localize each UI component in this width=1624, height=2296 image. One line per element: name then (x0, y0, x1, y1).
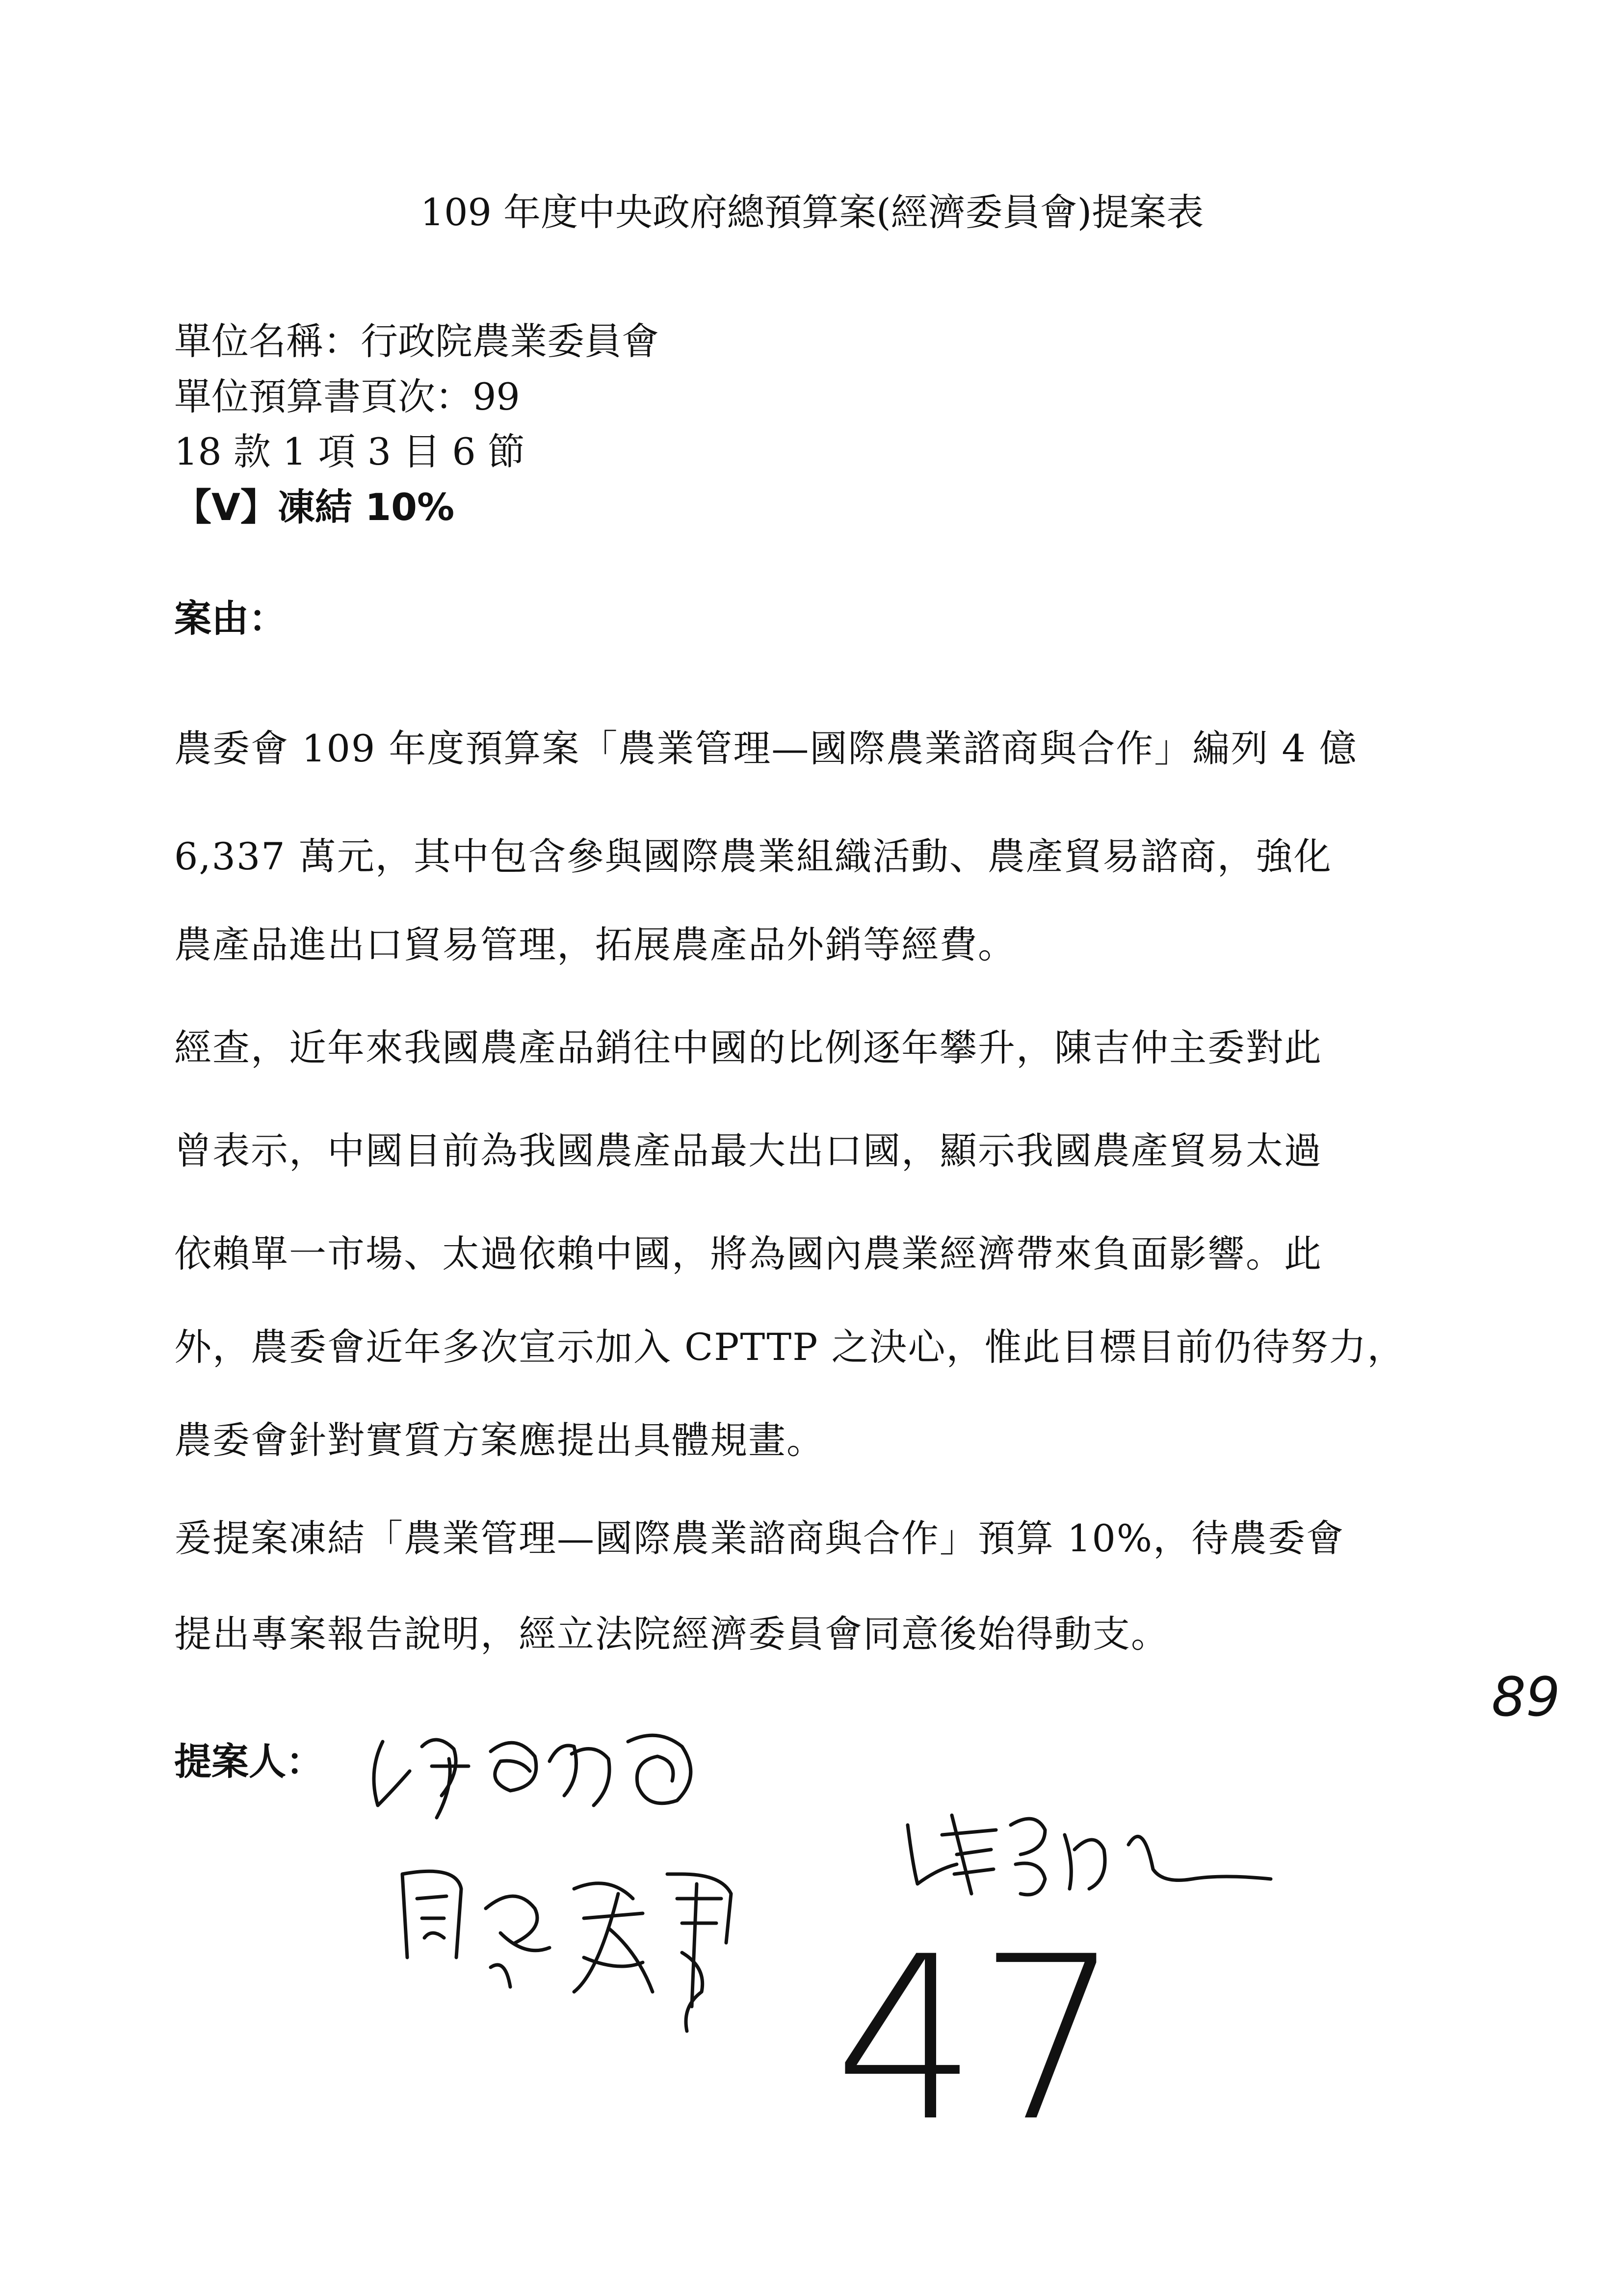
paragraph-line: 外，農委會近年多次宣示加入 CPTTP 之決心，惟此目標目前仍待努力， (174, 1325, 1406, 1369)
freeze-action: 【V】凍結 10% (174, 485, 455, 529)
signature-2 (388, 1845, 810, 2051)
proposer-label: 提案人： (174, 1740, 323, 1783)
budget-item: 18 款 1 項 3 目 6 節 (174, 430, 525, 473)
signature-3 (898, 1796, 1290, 1908)
paragraph-line: 依賴單一市場、太過依賴中國，將為國內農業經濟帶來負面影響。此 (174, 1232, 1322, 1276)
budget-page: 單位預算書頁次：99 (174, 375, 520, 418)
paragraph-line: 農委會針對實質方案應提出具體規畫。 (174, 1418, 825, 1462)
paragraph-line: 提出專案報告說明，經立法院經濟委員會同意後始得動支。 (174, 1612, 1169, 1656)
paragraph-line: 6,337 萬元，其中包含參與國際農業組織活動、農產貿易諮商，強化 (174, 835, 1332, 878)
handwritten-number: 47 (834, 1908, 1122, 2171)
page-number: 89 (1492, 1666, 1560, 1728)
paragraph-line: 爰提案凍結「農業管理—國際農業諮商與合作」預算 10%，待農委會 (174, 1516, 1345, 1560)
signature-1 (363, 1712, 736, 1825)
page-title: 109 年度中央政府總預算案(經濟委員會)提案表 (420, 190, 1204, 234)
paragraph-line: 農委會 109 年度預算案「農業管理—國際農業諮商與合作」編列 4 億 (174, 727, 1358, 770)
paragraph-line: 經查，近年來我國農產品銷往中國的比例逐年攀升，陳吉仲主委對此 (174, 1026, 1322, 1070)
unit-name: 單位名稱：行政院農業委員會 (174, 319, 659, 363)
paragraph-line: 農產品進出口貿易管理，拓展農產品外銷等經費。 (174, 923, 1016, 966)
reason-heading: 案由： (174, 597, 286, 640)
paragraph-line: 曾表示，中國目前為我國農產品最大出口國，顯示我國農產貿易太過 (174, 1129, 1322, 1173)
